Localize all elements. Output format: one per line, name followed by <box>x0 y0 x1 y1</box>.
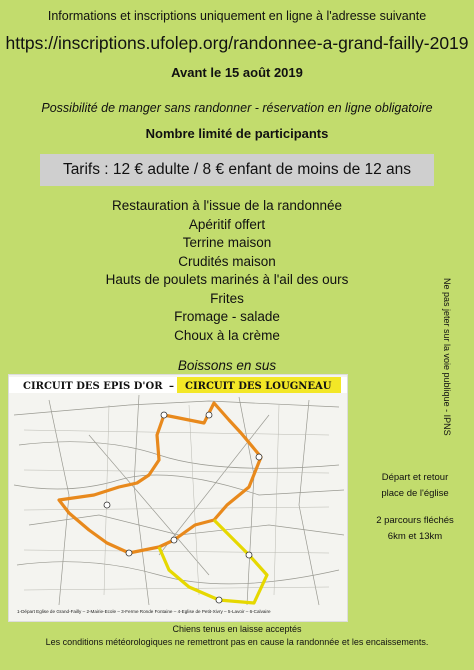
menu-item: Apéritif offert <box>188 216 266 232</box>
footer-weather-note: Les conditions météorologiques ne remettront pas en cause la randonnée et les encaissements. <box>45 637 429 647</box>
map-legend: 1-Départ Eglise de Grand-Failly – 2-Mairie-Ecole – 3-Ferme Ronde Fontaine – 4-Eglise de Petit-Xivry – 5-Lavoir – 6-Calvaire <box>17 609 271 614</box>
menu-item: Frites <box>210 290 244 306</box>
menu-item: Choux à la crème <box>174 327 280 343</box>
eat-without-hiking-note: Possibilité de manger sans randonner - réservation en ligne obligatoire <box>41 101 433 115</box>
parcours-info <box>356 513 474 545</box>
menu-item: Hauts de poulets marinés à l'ail des ours <box>105 272 349 287</box>
depart-line2: place de l'église <box>381 488 449 499</box>
menu-item: Crudités maison <box>178 253 276 269</box>
drinks-note: Boissons en sus <box>177 358 277 373</box>
menu-list <box>0 197 454 345</box>
menu-item: Terrine maison <box>182 235 272 250</box>
parcours-line1: 2 parcours fléchés <box>376 515 454 526</box>
parcours-line2: 6km et 13km <box>387 531 443 542</box>
route-map-svg <box>9 375 347 621</box>
menu-item: Fromage - salade <box>174 309 280 324</box>
depart-line1: Départ et retour <box>381 472 449 483</box>
limited-participants-note: Nombre limité de participants <box>145 126 329 141</box>
depart-info <box>356 470 474 502</box>
circuit1-label: CIRCUIT DES EPIS D'OR <box>23 381 163 392</box>
vertical-ipns-text: Ne pas jeter sur la voie publique - IPNS <box>442 278 452 436</box>
circuit2-label: CIRCUIT DES LOUGNEAU <box>185 381 332 392</box>
menu-item: Restauration à l'issue de la randonnée <box>112 198 342 213</box>
footer-dogs-note: Chiens tenus en laisse acceptés <box>172 624 302 634</box>
registration-url[interactable]: https://inscriptions.ufolep.org/randonnee-a-grand-failly-2019 <box>5 33 469 53</box>
info-text: Informations et inscriptions uniquement en ligne à l'adresse suivante <box>47 9 427 23</box>
route-map <box>8 374 348 622</box>
title-separator: – <box>169 381 174 392</box>
tarifs-banner: Tarifs : 12 € adulte / 8 € enfant de moins de 12 ans <box>40 154 434 186</box>
deadline-text: Avant le 15 août 2019 <box>171 65 303 80</box>
